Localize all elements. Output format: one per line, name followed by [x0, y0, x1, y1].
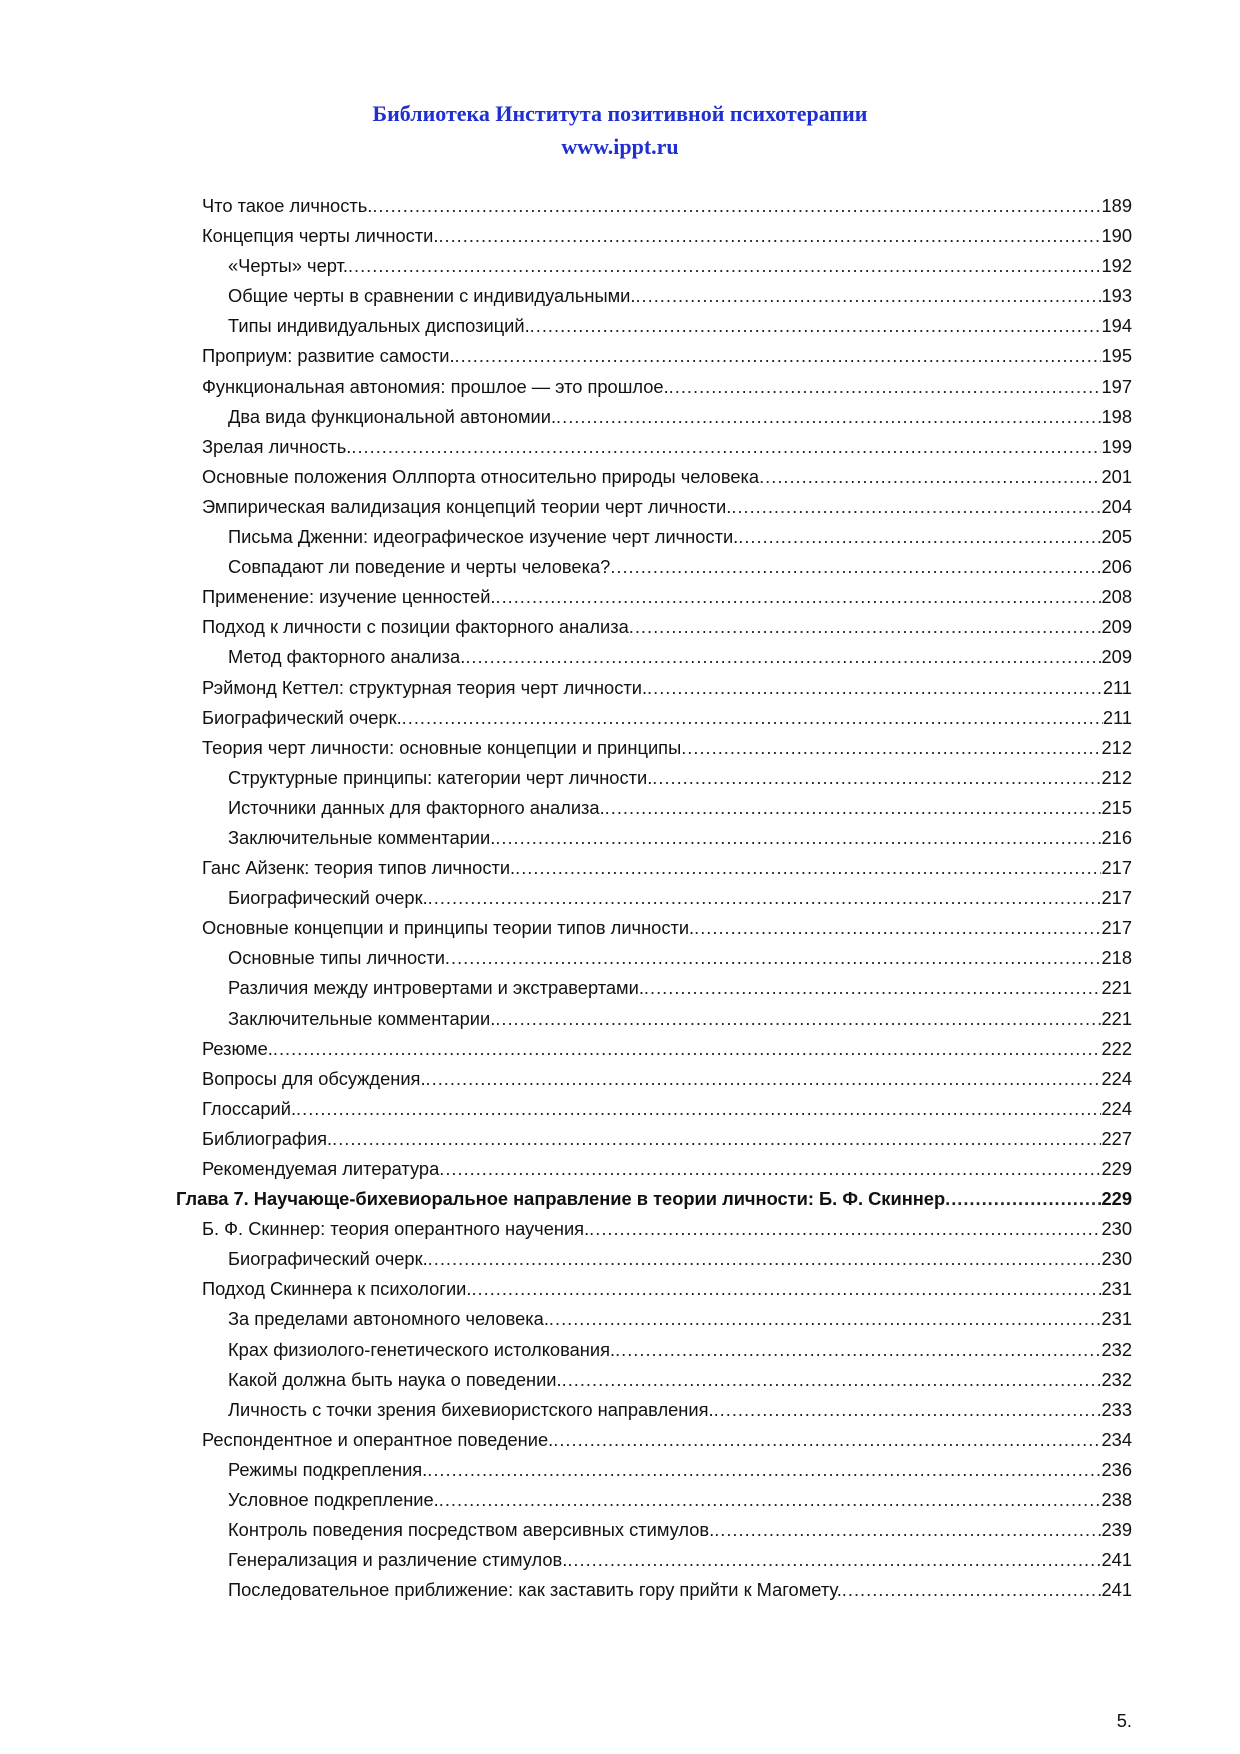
toc-entry-title: Письма Дженни: идеографическое изучение черт личности.	[228, 526, 739, 548]
toc-entry-page: 204	[1101, 495, 1132, 517]
toc-entry-page: 209	[1101, 646, 1132, 668]
toc-entry-title: Рэймонд Кеттел: структурная теория черт личности.	[202, 676, 648, 698]
toc-entry-title: Последовательное приближение: как заставить гору прийти к Магомету.	[228, 1579, 842, 1601]
dot-leader	[605, 797, 1102, 819]
toc-entry[interactable]	[176, 1128, 1132, 1158]
toc-entry-page: 241	[1101, 1549, 1132, 1571]
page-number: 5.	[1116, 1710, 1132, 1731]
dot-leader	[495, 586, 1101, 608]
toc-entry-title: Б. Ф. Скиннер: теория оперантного научения.	[202, 1218, 590, 1240]
dot-leader	[438, 225, 1101, 247]
toc-entry[interactable]	[176, 225, 1132, 255]
toc-entry-page: 198	[1101, 405, 1132, 427]
dot-leader	[644, 977, 1102, 999]
toc-entry[interactable]	[176, 1068, 1132, 1098]
dot-leader	[647, 677, 1103, 699]
toc-entry-page: 211	[1102, 706, 1132, 728]
toc-entry[interactable]	[176, 827, 1132, 857]
toc-entry-page: 229	[1101, 1158, 1132, 1179]
toc-entry[interactable]	[176, 1399, 1132, 1429]
toc-entry-title: Метод факторного анализа.	[228, 646, 466, 668]
dot-leader	[694, 917, 1101, 939]
toc-entry-title: Основные типы личности	[228, 947, 445, 969]
dot-leader	[549, 1308, 1102, 1330]
toc-entry-title: Типы индивидуальных диспозиций.	[228, 315, 530, 337]
toc-entry[interactable]	[176, 737, 1132, 767]
toc-entry[interactable]	[176, 917, 1132, 947]
toc-entry-title: Библиография.	[202, 1127, 333, 1149]
toc-entry-title: Общие черты в сравнении с индивидуальными.	[228, 285, 636, 307]
dot-leader	[348, 255, 1102, 277]
toc-entry-page: 224	[1101, 1097, 1132, 1119]
toc-entry[interactable]	[176, 345, 1132, 375]
toc-entry-page: 190	[1101, 225, 1132, 247]
toc-entry[interactable]	[176, 1519, 1132, 1549]
dot-leader	[515, 857, 1101, 879]
toc-entry-title: Резюме.	[202, 1037, 273, 1059]
toc-entry-page: 230	[1101, 1218, 1132, 1240]
toc-entry-page: 197	[1101, 375, 1132, 397]
website-link[interactable]: www.ippt.ru	[561, 134, 679, 159]
dot-leader	[372, 195, 1101, 217]
toc-entry-page: 208	[1101, 586, 1132, 608]
dot-leader	[567, 1549, 1101, 1571]
toc-entry-title: Вопросы для обсуждения.	[202, 1067, 426, 1089]
toc-entry-page: 233	[1101, 1398, 1132, 1420]
toc-entry[interactable]	[176, 1008, 1132, 1038]
toc-entry-title: Эмпирическая валидизация концепций теории черт личности.	[202, 495, 732, 517]
toc-entry[interactable]	[176, 947, 1132, 977]
toc-entry-title: За пределами автономного человека.	[228, 1308, 549, 1330]
toc-entry[interactable]	[176, 195, 1132, 225]
toc-entry-page: 232	[1101, 1368, 1132, 1390]
toc-entry[interactable]	[176, 1218, 1132, 1248]
toc-entry[interactable]	[176, 707, 1132, 737]
dot-leader	[669, 376, 1102, 398]
toc-entry[interactable]	[176, 285, 1132, 315]
dot-leader	[445, 947, 1102, 969]
toc-entry-title: Заключительные комментарии.	[228, 826, 496, 848]
toc-entry[interactable]	[176, 376, 1132, 406]
dot-leader	[402, 707, 1103, 729]
dot-leader	[731, 496, 1101, 518]
toc-entry-page: 222	[1101, 1037, 1132, 1059]
toc-entry-title: Заключительные комментарии.	[228, 1007, 496, 1029]
dot-leader	[428, 887, 1102, 909]
toc-entry-title: Концепция черты личности.	[202, 225, 439, 247]
toc-entry-page: 221	[1101, 1007, 1132, 1029]
dot-leader	[351, 436, 1101, 458]
toc-entry[interactable]	[176, 496, 1132, 526]
dot-leader	[714, 1519, 1101, 1541]
toc-entry[interactable]	[176, 1489, 1132, 1519]
toc-chapter-entry[interactable]	[176, 1188, 1132, 1218]
dot-leader	[714, 1399, 1102, 1421]
toc-entry-page: 206	[1101, 556, 1132, 578]
dot-leader	[428, 1248, 1102, 1270]
toc-entry[interactable]	[176, 1248, 1132, 1278]
toc-entry-page: 211	[1102, 676, 1132, 698]
toc-entry-title: Генерализация и различение стимулов.	[228, 1549, 568, 1571]
toc-entry-page: 227	[1101, 1127, 1132, 1149]
toc-entry-page: 199	[1101, 435, 1132, 457]
toc-entry-page: 189	[1101, 195, 1132, 216]
toc-entry-title: Применение: изучение ценностей.	[202, 586, 496, 608]
dot-leader	[562, 1369, 1102, 1391]
dot-leader	[273, 1038, 1102, 1060]
dot-leader	[842, 1579, 1102, 1601]
toc-entry[interactable]	[176, 1579, 1132, 1609]
toc-entry-page: 192	[1101, 255, 1132, 277]
toc-entry-page: 193	[1101, 285, 1132, 307]
toc-entry-title: Рекомендуемая литература	[202, 1158, 440, 1179]
toc-entry-title: Личность с точки зрения бихевиористского направления.	[228, 1398, 714, 1420]
toc-entry[interactable]	[176, 556, 1132, 586]
toc-entry-page: 201	[1101, 465, 1132, 487]
dot-leader	[759, 466, 1101, 488]
toc-entry[interactable]	[176, 797, 1132, 827]
toc-entry-page: 234	[1101, 1428, 1132, 1450]
toc-entry-title: Структурные принципы: категории черт личности.	[228, 766, 653, 788]
toc-entry-title: Основные концепции и принципы теории типов личности.	[202, 917, 695, 939]
toc-entry-title: Контроль поведения посредством аверсивных стимулов.	[228, 1519, 715, 1541]
toc-entry-title: Источники данных для факторного анализа.	[228, 796, 605, 818]
dot-leader	[471, 1278, 1101, 1300]
dot-leader	[945, 1188, 1101, 1210]
toc-entry-page: 239	[1101, 1519, 1132, 1541]
dot-leader	[465, 646, 1101, 668]
toc-entry[interactable]	[176, 1278, 1132, 1308]
toc-entry-title: Респондентное и оперантное поведение.	[202, 1428, 554, 1450]
toc-entry-page: 231	[1101, 1278, 1132, 1300]
dot-leader	[332, 1128, 1101, 1150]
toc-entry-title: Глоссарий.	[202, 1097, 297, 1119]
toc-entry-title: Биографический очерк.	[228, 887, 428, 909]
dot-leader	[439, 1158, 1101, 1180]
toc-entry[interactable]	[176, 767, 1132, 797]
toc-entry-page: 238	[1101, 1489, 1132, 1511]
dot-leader	[530, 315, 1102, 337]
toc-entry-page: 224	[1101, 1067, 1132, 1089]
dot-leader	[455, 345, 1102, 367]
toc-entry[interactable]	[176, 406, 1132, 436]
toc-entry-page: 217	[1101, 917, 1132, 939]
toc-entry-page: 212	[1101, 736, 1132, 758]
toc-entry-page: 232	[1101, 1338, 1132, 1360]
dot-leader	[615, 1339, 1101, 1361]
dot-leader	[495, 1008, 1101, 1030]
dot-leader	[652, 767, 1101, 789]
toc-entry-title: Проприум: развитие самости.	[202, 345, 455, 367]
toc-entry[interactable]	[176, 857, 1132, 887]
toc-entry-title: Условное подкрепление.	[228, 1489, 439, 1511]
dot-leader	[738, 526, 1101, 548]
toc-entry-title: Ганс Айзенк: теория типов личности.	[202, 857, 516, 879]
toc-entry-title: «Черты» черт.	[228, 255, 348, 277]
table-of-contents	[176, 195, 1132, 1609]
dot-leader	[495, 827, 1101, 849]
toc-entry[interactable]	[176, 315, 1132, 345]
toc-entry[interactable]	[176, 646, 1132, 676]
dot-leader	[556, 406, 1101, 428]
toc-entry[interactable]	[176, 586, 1132, 616]
toc-entry-title: Биографический очерк.	[202, 706, 402, 728]
toc-entry-page: 195	[1101, 345, 1132, 367]
dot-leader	[553, 1429, 1101, 1451]
toc-entry-page: 221	[1101, 977, 1132, 999]
toc-entry[interactable]	[176, 1549, 1132, 1579]
toc-entry[interactable]	[176, 436, 1132, 466]
dot-leader	[635, 285, 1101, 307]
toc-entry[interactable]	[176, 887, 1132, 917]
toc-entry-title: Что такое личность.	[202, 195, 373, 216]
library-title: Библиотека Института позитивной психотерапии	[372, 101, 868, 126]
toc-entry-page: 217	[1101, 857, 1132, 879]
toc-entry-page: 230	[1101, 1248, 1132, 1270]
toc-entry-page: 231	[1101, 1308, 1132, 1330]
toc-entry-page: 241	[1101, 1579, 1132, 1601]
dot-leader	[589, 1218, 1101, 1240]
dot-leader	[439, 1489, 1102, 1511]
dot-leader	[426, 1068, 1102, 1090]
toc-entry-title: Основные положения Оллпорта относительно природы человека	[202, 465, 760, 487]
dot-leader	[427, 1459, 1101, 1481]
toc-entry[interactable]	[176, 466, 1132, 496]
toc-entry-title: Зрелая личность.	[202, 435, 352, 457]
toc-entry-title: Теория черт личности: основные концепции и принципы	[202, 736, 682, 758]
toc-entry-page: 205	[1101, 526, 1132, 548]
toc-entry[interactable]	[176, 1038, 1132, 1068]
toc-entry-page: 215	[1101, 796, 1132, 818]
toc-entry[interactable]	[176, 1098, 1132, 1128]
toc-entry-title: Подход к личности с позиции факторного анализа	[202, 616, 629, 638]
toc-entry[interactable]	[176, 1308, 1132, 1338]
toc-entry-title: Глава 7. Научающе-бихевиоральное направление в теории личности: Б. Ф. Скиннер	[176, 1188, 946, 1210]
toc-entry[interactable]	[176, 1369, 1132, 1399]
toc-entry[interactable]	[176, 677, 1132, 707]
toc-entry-title: Функциональная автономия: прошлое — это прошлое.	[202, 375, 669, 397]
toc-entry-title: Подход Скиннера к психологии.	[202, 1278, 472, 1300]
toc-entry-title: Совпадают ли поведение и черты человека?	[228, 556, 611, 578]
toc-entry-title: Крах физиолого-генетического истолкования.	[228, 1338, 616, 1360]
toc-entry[interactable]	[176, 1158, 1132, 1188]
toc-entry-title: Биографический очерк.	[228, 1248, 428, 1270]
toc-entry[interactable]	[176, 1339, 1132, 1369]
toc-entry[interactable]	[176, 1429, 1132, 1459]
toc-entry[interactable]	[176, 1459, 1132, 1489]
toc-entry[interactable]	[176, 616, 1132, 646]
toc-entry[interactable]	[176, 977, 1132, 1007]
dot-leader	[681, 737, 1101, 759]
dot-leader	[629, 616, 1102, 638]
toc-entry-page: 229	[1101, 1188, 1132, 1210]
dot-leader	[296, 1098, 1101, 1120]
dot-leader	[610, 556, 1101, 578]
toc-entry[interactable]	[176, 526, 1132, 556]
toc-entry-page: 217	[1101, 887, 1132, 909]
toc-entry-page: 212	[1101, 766, 1132, 788]
toc-entry-page: 194	[1101, 315, 1132, 337]
toc-entry-page: 209	[1101, 616, 1132, 638]
toc-entry-title: Различия между интровертами и экстравертами.	[228, 977, 644, 999]
toc-entry-page: 236	[1101, 1458, 1132, 1480]
toc-entry-title: Какой должна быть наука о поведении.	[228, 1368, 562, 1390]
toc-entry-title: Режимы подкрепления.	[228, 1458, 428, 1480]
toc-entry-page: 218	[1101, 947, 1132, 969]
toc-entry-page: 216	[1101, 826, 1132, 848]
toc-entry-title: Два вида функциональной автономии.	[228, 405, 557, 427]
toc-entry[interactable]	[176, 255, 1132, 285]
